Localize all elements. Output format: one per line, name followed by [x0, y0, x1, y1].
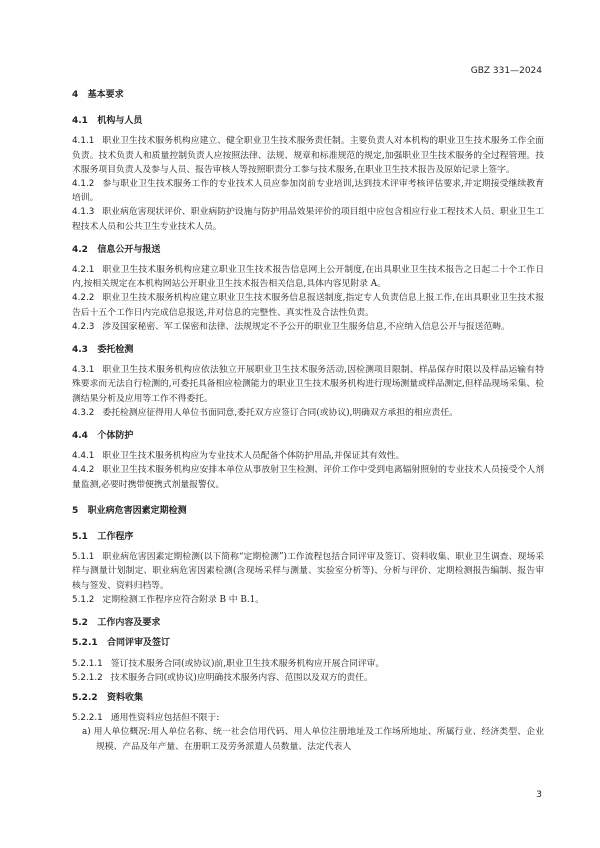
clause-text: 定期检测工作程序应符合附录 B 中 B.1。	[102, 594, 265, 605]
section-title: 基本要求	[87, 90, 124, 100]
clause-number: 4.1.1	[72, 136, 95, 147]
clause-text: 技术服务合同(或协议)应明确技术服务内容、范围以及双方的责任。	[110, 672, 373, 683]
clause-number: 5.2.1.1	[72, 658, 103, 669]
clause-4-1-1	[72, 134, 544, 177]
subsection-title: 工作程序	[97, 532, 134, 543]
subsection-number: 4.4	[72, 431, 88, 442]
clause-number: 5.2.1.2	[72, 672, 103, 683]
section-number: 5	[72, 505, 79, 516]
clause-number: 5.2.2.1	[72, 713, 103, 724]
clause-number: 4.1.3	[72, 207, 95, 218]
subsection-title: 机构与人员	[97, 116, 143, 127]
clause-text: 委托检测应征得用人单位书面同意,委托双方应签订合同(或协议),明确双方承担的相应责任。	[102, 407, 458, 418]
section-number: 4	[72, 90, 79, 100]
clause-text: 职业卫生技术服务机构应建立、健全职业卫生技术服务责任制。主要负责人对本机构的职业卫生技术服务工作全面负责。技术负责人和质量控制负责人应按照法律、法规、规章和标准规范的规定,加强职业卫生技术服务的全过程管理。技术服务项目负责人及参与人员、报告审核人等按照职责分工参与技术服务,在职业卫生技术报告及原始记录上签字。	[72, 136, 544, 175]
clause-text: 职业病危害现状评价、职业病防护设施与防护用品效果评价的项目组中应包含相应行业工程技术人员、职业卫生工程技术人员和公共卫生专业技术人员。	[72, 207, 544, 232]
clause-4-3-2	[72, 406, 544, 420]
clause-number: 4.4.1	[72, 451, 95, 462]
clause-text: 职业卫生技术服务机构应建立职业卫生技术服务信息报送制度,指定专人负责信息上报工作,在出具职业卫生技术报告后十五个工作日内完成信息报送,并对信息的完整性、真实性及合法性负责。	[72, 293, 544, 318]
clause-text: 职业卫生技术服务机构应为专业技术人员配备个体防护用品,并保证其有效性。	[102, 451, 405, 462]
section-heading-5	[72, 504, 544, 518]
subsection-heading-4-2	[72, 243, 544, 257]
section-heading-4	[72, 88, 544, 102]
subsection-heading-5-2-2	[72, 691, 544, 705]
subsection-number: 4.3	[72, 345, 88, 356]
subsection-heading-4-4	[72, 429, 544, 443]
subsection-heading-5-2-1	[72, 636, 544, 650]
subsection-title: 合同评审及签订	[107, 638, 171, 649]
clause-text: 职业卫生技术服务机构应依法独立开展职业卫生技术服务活动,因检测项目限制、样品保存时限以及样品运输有特殊要求而无法自行检测的,可委托具备相应检测能力的职业卫生技术服务机构进行现场测量或样品测定,但样品现场采集、检测结果分析及应用等工作不得委托。	[72, 365, 544, 404]
list-label: a)	[82, 727, 91, 738]
subsection-title: 信息公开与报送	[97, 244, 161, 255]
clause-number: 4.3.1	[72, 365, 95, 376]
clause-4-2-1	[72, 263, 544, 291]
subsection-number: 5.2.1	[72, 638, 98, 649]
subsection-title: 资料收集	[107, 692, 144, 703]
clause-number: 4.3.2	[72, 407, 95, 418]
clause-5-1-2	[72, 593, 544, 607]
document-body	[72, 88, 544, 754]
clause-4-2-3	[72, 320, 544, 334]
clause-number: 4.1.2	[72, 179, 95, 190]
subsection-title: 委托检测	[97, 345, 134, 356]
subsection-number: 4.2	[72, 244, 88, 255]
clause-4-3-1	[72, 363, 544, 406]
clause-5-2-1-2	[72, 671, 544, 685]
clause-number: 4.2.2	[72, 293, 95, 304]
clause-4-4-2	[72, 463, 544, 491]
clause-text: 参与职业卫生技术服务工作的专业技术人员应参加岗前专业培训,达到技术评审考核评估要求,并定期接受继续教育培训。	[72, 179, 544, 204]
clause-number: 4.2.1	[72, 265, 95, 276]
clause-5-2-2-1	[72, 711, 544, 725]
clause-5-1-1	[72, 550, 544, 593]
subsection-heading-4-3	[72, 343, 544, 357]
list-item-a	[72, 725, 544, 753]
clause-number: 5.1.1	[72, 552, 95, 563]
page-number: 3	[536, 790, 542, 800]
clause-4-2-2	[72, 291, 544, 319]
subsection-heading-4-1	[72, 114, 544, 128]
subsection-title: 个体防护	[97, 431, 134, 442]
standard-code: GBZ 331—2024	[470, 66, 542, 76]
clause-text: 签订技术服务合同(或协议)前,职业卫生技术服务机构应开展合同评审。	[110, 658, 385, 669]
clause-text: 通用性资料应包括但不限于:	[110, 713, 220, 724]
subsection-number: 5.2.2	[72, 692, 98, 703]
section-title: 职业病危害因素定期检测	[87, 505, 187, 516]
clause-number: 4.2.3	[72, 321, 95, 332]
subsection-number: 5.2	[72, 618, 88, 629]
clause-5-2-1-1	[72, 657, 544, 671]
clause-text: 涉及国家秘密、军工保密和法律、法规规定不予公开的职业卫生服务信息,不应纳入信息公开与报送范畴。	[102, 321, 510, 332]
subsection-number: 4.1	[72, 116, 88, 127]
clause-4-4-1	[72, 449, 544, 463]
clause-text: 职业卫生技术服务机构应安排本单位从事放射卫生检测、评价工作中受到电离辐射照射的专业技术人员接受个人剂量监测,必要时携带便携式剂量报警仪。	[72, 465, 544, 490]
subsection-heading-5-1	[72, 530, 544, 544]
subsection-number: 5.1	[72, 532, 88, 543]
subsection-title: 工作内容及要求	[97, 618, 161, 629]
clause-4-1-3	[72, 205, 544, 233]
clause-text: 职业卫生技术服务机构应建立职业卫生技术报告信息网上公开制度,在出具职业卫生技术报告之日起二十个工作日内,按相关规定在本机构网站公开职业卫生技术报告相关信息,具体内容见附录 A。	[72, 265, 544, 290]
clause-text: 职业病危害因素定期检测(以下简称“定期检测”)工作流程包括合同评审及签订、资料收集、职业卫生调查、现场采样与测量计划制定、职业病危害因素检测(含现场采样与测量、实验室分析等)、分析与评价、定期检测报告编制、报告审核与签发、资料归档等。	[72, 552, 544, 591]
clause-4-1-2	[72, 177, 544, 205]
subsection-heading-5-2	[72, 616, 544, 630]
clause-number: 5.1.2	[72, 594, 95, 605]
list-text: 用人单位概况:用人单位名称、统一社会信用代码、用人单位注册地址及工作场所地址、所属行业、经济类型、企业规模、产品及年产量、在册职工及劳务派遣人员数量、法定代表人	[93, 727, 545, 752]
clause-number: 4.4.2	[72, 465, 95, 476]
